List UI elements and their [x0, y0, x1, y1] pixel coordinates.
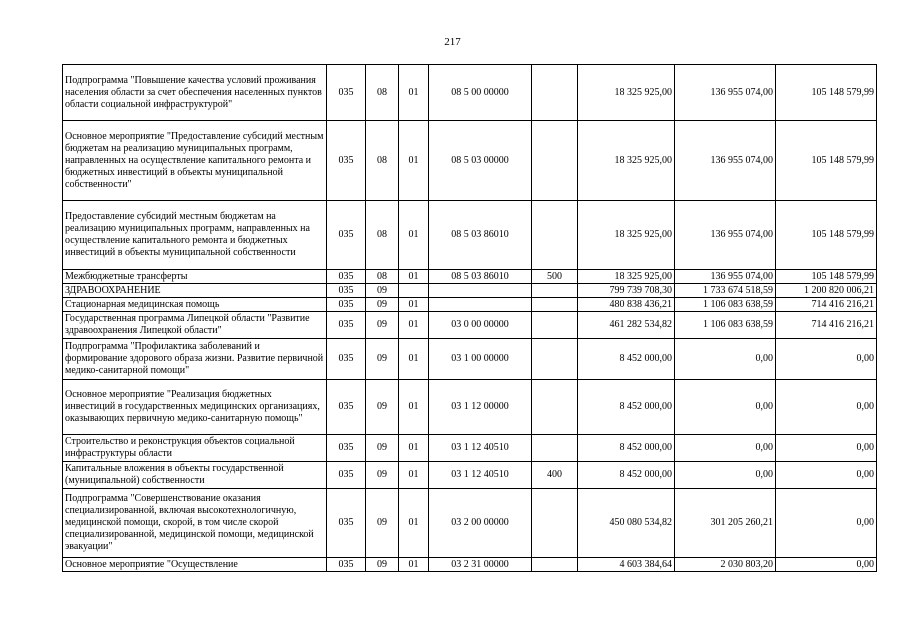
- section-code: 09: [366, 298, 399, 312]
- amount-year-1: 8 452 000,00: [578, 435, 675, 462]
- row-name: Подпрограмма "Совершенствование оказания специализированной, включая высокотехнологичную, медицинской помощи, скорой, в том числе скорой специализированной, медицинской помощи, медицинской эвакуации": [63, 489, 327, 558]
- expense-type: [532, 298, 578, 312]
- amount-year-3: 105 148 579,99: [776, 65, 877, 121]
- subsection-code: [399, 284, 429, 298]
- row-name: Государственная программа Липецкой области "Развитие здравоохранения Липецкой области": [63, 312, 327, 339]
- target-article: 03 0 00 00000: [429, 312, 532, 339]
- row-name: Строительство и реконструкция объектов социальной инфраструктуры области: [63, 435, 327, 462]
- expense-type: [532, 558, 578, 572]
- ministry-code: 035: [327, 435, 366, 462]
- amount-year-3: 105 148 579,99: [776, 201, 877, 270]
- section-code: 08: [366, 201, 399, 270]
- table-row: [63, 270, 877, 284]
- expense-type: [532, 65, 578, 121]
- ministry-code: 035: [327, 339, 366, 380]
- row-name: ЗДРАВООХРАНЕНИЕ: [63, 284, 327, 298]
- table-row: [63, 435, 877, 462]
- amount-year-1: 450 080 534,82: [578, 489, 675, 558]
- target-article: 03 2 31 00000: [429, 558, 532, 572]
- amount-year-3: 105 148 579,99: [776, 270, 877, 284]
- table-row: [63, 298, 877, 312]
- amount-year-2: 136 955 074,00: [675, 270, 776, 284]
- amount-year-2: 0,00: [675, 462, 776, 489]
- section-code: 09: [366, 462, 399, 489]
- row-name: Межбюджетные трансферты: [63, 270, 327, 284]
- table-body: [63, 65, 877, 572]
- amount-year-2: 1 733 674 518,59: [675, 284, 776, 298]
- amount-year-1: 8 452 000,00: [578, 462, 675, 489]
- subsection-code: 01: [399, 201, 429, 270]
- expense-type: [532, 380, 578, 435]
- amount-year-3: 714 416 216,21: [776, 298, 877, 312]
- table-row: [63, 462, 877, 489]
- amount-year-1: 4 603 384,64: [578, 558, 675, 572]
- target-article: 03 2 00 00000: [429, 489, 532, 558]
- amount-year-3: 0,00: [776, 462, 877, 489]
- ministry-code: 035: [327, 462, 366, 489]
- amount-year-1: 799 739 708,30: [578, 284, 675, 298]
- target-article: [429, 284, 532, 298]
- amount-year-1: 18 325 925,00: [578, 201, 675, 270]
- target-article: 03 1 00 00000: [429, 339, 532, 380]
- amount-year-2: 2 030 803,20: [675, 558, 776, 572]
- table-row: [63, 65, 877, 121]
- ministry-code: 035: [327, 489, 366, 558]
- amount-year-3: 0,00: [776, 558, 877, 572]
- ministry-code: 035: [327, 558, 366, 572]
- amount-year-2: 301 205 260,21: [675, 489, 776, 558]
- subsection-code: 01: [399, 65, 429, 121]
- amount-year-1: 8 452 000,00: [578, 380, 675, 435]
- table-row: [63, 380, 877, 435]
- expense-type: [532, 339, 578, 380]
- amount-year-3: 105 148 579,99: [776, 121, 877, 201]
- amount-year-1: 18 325 925,00: [578, 270, 675, 284]
- ministry-code: 035: [327, 201, 366, 270]
- row-name: Подпрограмма "Повышение качества условий проживания населения области за счет обеспечения населенных пунктов области социальной инфраструктурой": [63, 65, 327, 121]
- subsection-code: 01: [399, 298, 429, 312]
- subsection-code: 01: [399, 380, 429, 435]
- amount-year-1: 480 838 436,21: [578, 298, 675, 312]
- amount-year-1: 461 282 534,82: [578, 312, 675, 339]
- section-code: 09: [366, 435, 399, 462]
- subsection-code: 01: [399, 121, 429, 201]
- expense-type: [532, 121, 578, 201]
- ministry-code: 035: [327, 270, 366, 284]
- target-article: 03 1 12 40510: [429, 435, 532, 462]
- page-number: 217: [444, 36, 461, 48]
- amount-year-1: 18 325 925,00: [578, 121, 675, 201]
- section-code: 09: [366, 489, 399, 558]
- row-name: Капитальные вложения в объекты государственной (муниципальной) собственности: [63, 462, 327, 489]
- table-row: [63, 201, 877, 270]
- target-article: 08 5 03 00000: [429, 121, 532, 201]
- amount-year-2: 1 106 083 638,59: [675, 298, 776, 312]
- amount-year-3: 714 416 216,21: [776, 312, 877, 339]
- ministry-code: 035: [327, 65, 366, 121]
- amount-year-2: 0,00: [675, 435, 776, 462]
- amount-year-1: 8 452 000,00: [578, 339, 675, 380]
- section-code: 08: [366, 121, 399, 201]
- row-name: Предоставление субсидий местным бюджетам на реализацию муниципальных программ, направленных на осуществление капитального ремонта и бюджетных инвестиций в объекты муниципальной собственности: [63, 201, 327, 270]
- expense-type: [532, 489, 578, 558]
- amount-year-2: 136 955 074,00: [675, 201, 776, 270]
- target-article: 08 5 03 86010: [429, 201, 532, 270]
- section-code: 09: [366, 339, 399, 380]
- target-article: 08 5 00 00000: [429, 65, 532, 121]
- section-code: 08: [366, 65, 399, 121]
- amount-year-2: 1 106 083 638,59: [675, 312, 776, 339]
- amount-year-2: 136 955 074,00: [675, 65, 776, 121]
- target-article: [429, 298, 532, 312]
- table-row: [63, 489, 877, 558]
- ministry-code: 035: [327, 121, 366, 201]
- table-row: [63, 121, 877, 201]
- section-code: 09: [366, 558, 399, 572]
- ministry-code: 035: [327, 298, 366, 312]
- expense-type: [532, 312, 578, 339]
- expense-type: [532, 284, 578, 298]
- table-row: [63, 558, 877, 572]
- amount-year-3: 0,00: [776, 435, 877, 462]
- row-name: Подпрограмма "Профилактика заболеваний и формирование здорового образа жизни. Развитие первичной медико-санитарной помощи": [63, 339, 327, 380]
- row-name: Основное мероприятие "Реализация бюджетных инвестиций в государственных медицинских организациях, оказывающих первичную медико-санитарную помощь": [63, 380, 327, 435]
- target-article: 03 1 12 00000: [429, 380, 532, 435]
- row-name: Основное мероприятие "Предоставление субсидий местным бюджетам на реализацию муниципальных программ, направленных на осуществление капитального ремонта и бюджетных инвестиций в объекты муниципальной собственности": [63, 121, 327, 201]
- subsection-code: 01: [399, 312, 429, 339]
- subsection-code: 01: [399, 339, 429, 380]
- row-name: Основное мероприятие "Осуществление: [63, 558, 327, 572]
- amount-year-1: 18 325 925,00: [578, 65, 675, 121]
- expense-type: [532, 435, 578, 462]
- amount-year-2: 136 955 074,00: [675, 121, 776, 201]
- expense-type: 400: [532, 462, 578, 489]
- table-row: [63, 284, 877, 298]
- subsection-code: 01: [399, 435, 429, 462]
- ministry-code: 035: [327, 312, 366, 339]
- amount-year-3: 0,00: [776, 380, 877, 435]
- subsection-code: 01: [399, 558, 429, 572]
- subsection-code: 01: [399, 489, 429, 558]
- amount-year-3: 1 200 820 006,21: [776, 284, 877, 298]
- section-code: 09: [366, 312, 399, 339]
- target-article: 03 1 12 40510: [429, 462, 532, 489]
- expense-type: [532, 201, 578, 270]
- budget-table: [62, 64, 877, 572]
- section-code: 09: [366, 380, 399, 435]
- subsection-code: 01: [399, 270, 429, 284]
- expense-type: 500: [532, 270, 578, 284]
- amount-year-2: 0,00: [675, 380, 776, 435]
- table-row: [63, 339, 877, 380]
- section-code: 09: [366, 284, 399, 298]
- table-row: [63, 312, 877, 339]
- ministry-code: 035: [327, 284, 366, 298]
- target-article: 08 5 03 86010: [429, 270, 532, 284]
- amount-year-2: 0,00: [675, 339, 776, 380]
- ministry-code: 035: [327, 380, 366, 435]
- section-code: 08: [366, 270, 399, 284]
- row-name: Стационарная медицинская помощь: [63, 298, 327, 312]
- amount-year-3: 0,00: [776, 489, 877, 558]
- amount-year-3: 0,00: [776, 339, 877, 380]
- subsection-code: 01: [399, 462, 429, 489]
